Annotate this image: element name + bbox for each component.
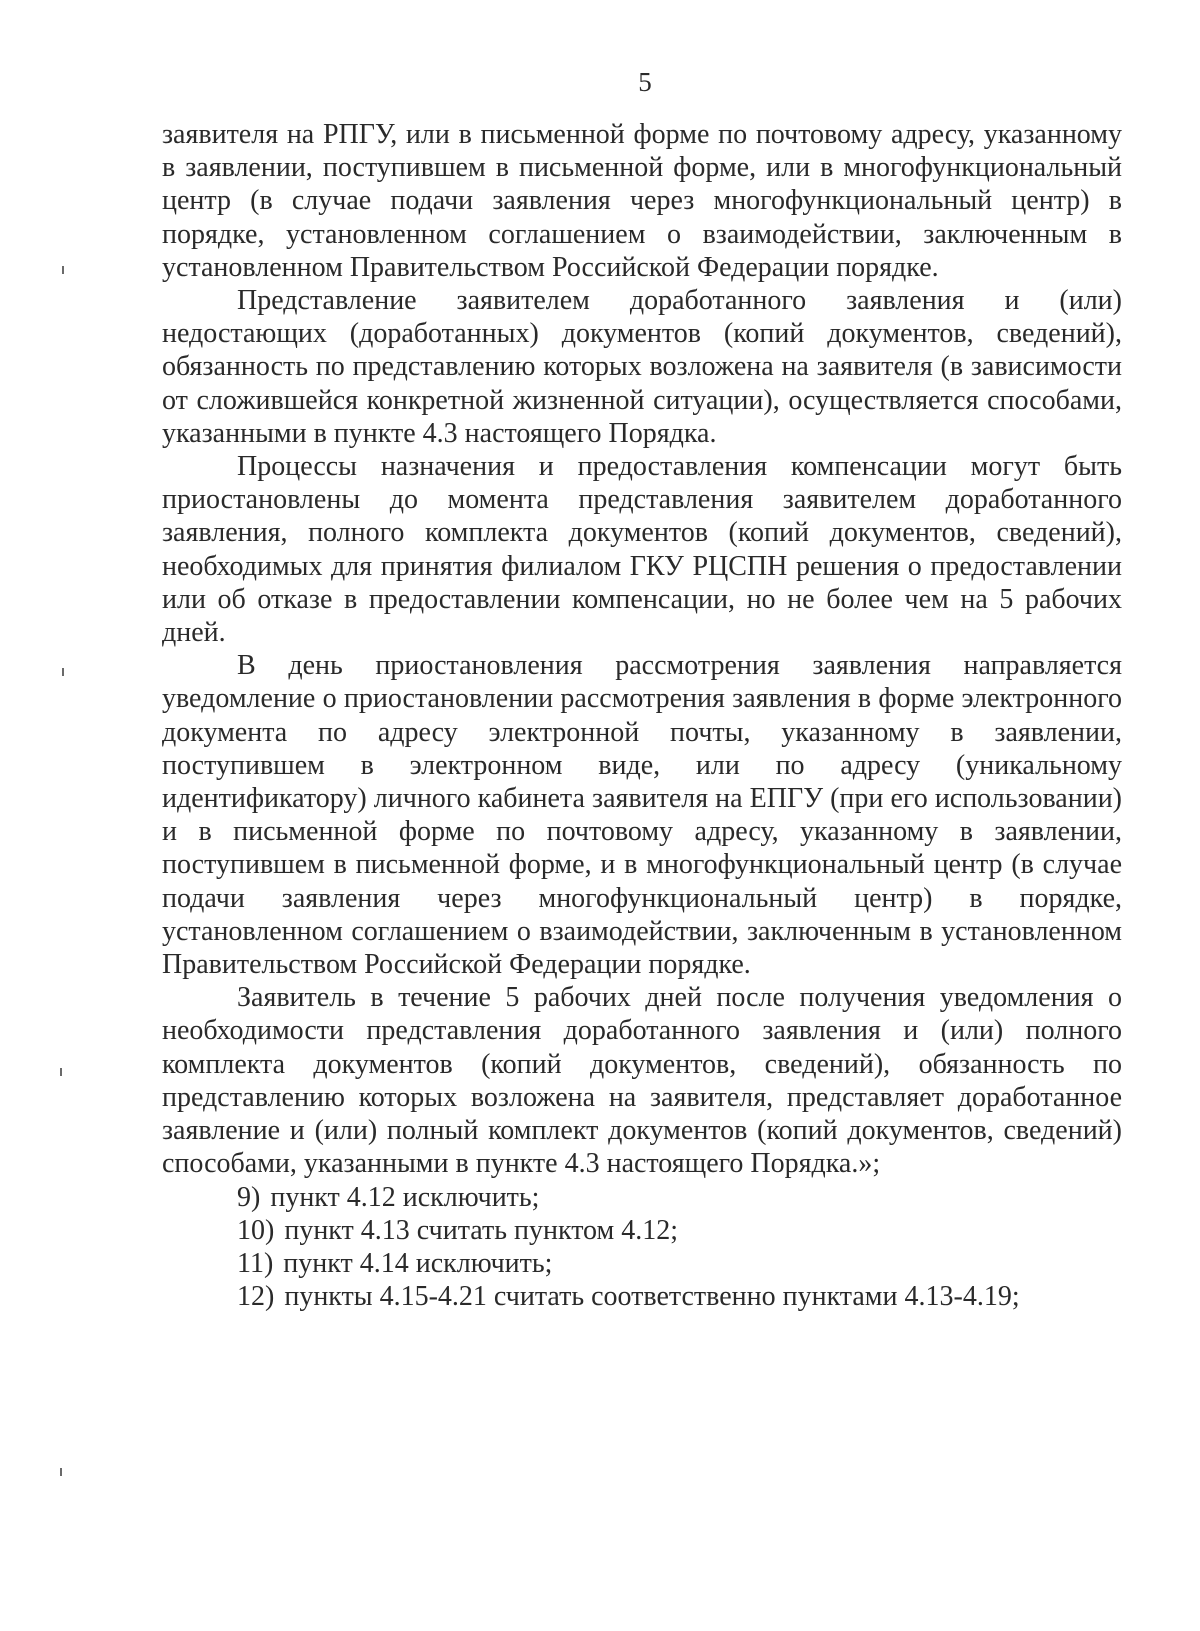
- paragraph-continuation: заявителя на РПГУ, или в письменной форме по почтовому адресу, указанному в заявлении, поступившем в письменной форме, или в многофункциональный центр (в случае подачи заявления через многофункциональный центр) в порядке, установленном соглашением о взаимодействии, заключенным в установленном Правительством Российской Федерации порядке.: [162, 119, 1122, 283]
- document-body: [162, 118, 1122, 1313]
- list-item: [162, 1181, 1122, 1214]
- list-item-text: пункты 4.15-4.21 считать соответственно пунктами 4.13-4.19;: [284, 1281, 1020, 1313]
- list-item-marker: 9): [237, 1181, 261, 1213]
- list-item: [162, 1247, 1122, 1280]
- list-item: [162, 1214, 1122, 1247]
- list-item-text: пункт 4.14 исключить;: [283, 1247, 553, 1279]
- scan-speck: [62, 668, 64, 676]
- list-item-marker: 10): [237, 1214, 275, 1246]
- scan-speck: [62, 266, 64, 274]
- page-number: 5: [638, 67, 652, 97]
- list-item-text: пункт 4.12 исключить;: [270, 1181, 540, 1213]
- scan-speck: [60, 1468, 62, 1476]
- paragraph-representation: Представление заявителем доработанного заявления и (или) недостающих (доработанных) документов (копий документов, сведений), обязанность по представлению которых возложена на заявителя (в зависимости от сложившейся конкретной жизненной ситуации), осуществляется способами, указанными в пункте 4.3 настоящего Порядка.: [162, 285, 1122, 449]
- list-item-marker: 11): [237, 1247, 274, 1279]
- list-item-text: пункт 4.13 считать пунктом 4.12;: [284, 1214, 679, 1246]
- list-item-marker: 12): [237, 1281, 275, 1313]
- amendment-list: [162, 1181, 1122, 1314]
- list-item: [162, 1280, 1122, 1313]
- paragraph-notification: В день приостановления рассмотрения заявления направляется уведомление о приостановлении рассмотрения заявления в форме электронного документа по адресу электронной почты, указанному в заявлении, поступившем в электронном виде, или по адресу (уникальному идентификатору) личного кабинета заявителя на ЕПГУ (при его использовании) и в письменной форме по почтовому адресу, указанному в заявлении, поступившем в письменной форме, и в многофункциональный центр (в случае подачи заявления через многофункциональный центр) в порядке, установленном соглашением о взаимодействии, заключенным в установленном Правительством Российской Федерации порядке.: [162, 650, 1122, 981]
- scan-speck: [60, 1068, 62, 1076]
- paragraph-applicant-deadline: Заявитель в течение 5 рабочих дней после получения уведомления о необходимости представления доработанного заявления и (или) полного комплекта документов (копий документов, сведений), обязанность по представлению которых возложена на заявителя, представляет доработанное заявление и (или) полный комплект документов (копий документов, сведений) способами, указанными в пункте 4.3 настоящего Порядка.»;: [162, 982, 1122, 1180]
- paragraph-suspension: Процессы назначения и предоставления компенсации могут быть приостановлены до момента представления заявителем доработанного заявления, полного комплекта документов (копий документов, сведений), необходимых для принятия филиалом ГКУ РЦСПН решения о предоставлении или об отказе в предоставлении компенсации, но не более чем на 5 рабочих дней.: [162, 451, 1122, 649]
